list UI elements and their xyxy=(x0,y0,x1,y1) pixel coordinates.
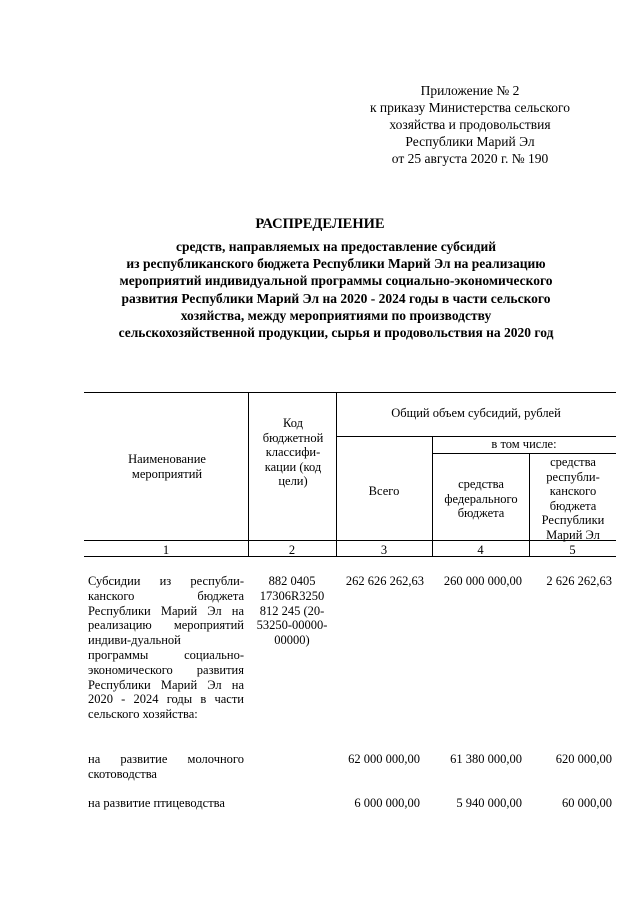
row-2-republic: 620 000,00 xyxy=(555,752,612,766)
subtitle-line-3: мероприятий индивидуальной программы социально-экономического xyxy=(119,273,553,289)
col-number-3: 3 xyxy=(380,543,388,557)
appendix-line-5: от 25 августа 2020 г. № 190 xyxy=(391,151,549,166)
row-2-name: на развитие молочного скотоводства xyxy=(88,752,244,781)
distribution-table xyxy=(84,392,616,852)
row-2-total: 62 000 000,00 xyxy=(348,752,420,766)
appendix-block xyxy=(340,82,600,167)
row-3-total: 6 000 000,00 xyxy=(354,796,420,810)
subtitle-line-4: развития Республики Марий Эл на 2020 - 2024 годы в части сельского xyxy=(121,290,551,306)
row-1-federal: 260 000 000,00 xyxy=(443,574,522,588)
document-title: РАСПРЕДЕЛЕНИЕ xyxy=(255,216,385,232)
header-total-group: Общий объем субсидий, рублей xyxy=(391,406,561,420)
row-3-federal: 5 940 000,00 xyxy=(456,796,522,810)
row-3-republic: 60 000,00 xyxy=(562,796,612,810)
table-top-border xyxy=(84,392,616,393)
appendix-line-3: хозяйства и продовольствия xyxy=(389,117,551,132)
col-number-4: 4 xyxy=(477,543,484,557)
row-1-republic: 2 626 262,63 xyxy=(546,574,612,588)
header-total: Всего xyxy=(368,484,400,498)
header-including-divider xyxy=(432,453,616,454)
col-number-2: 2 xyxy=(288,543,296,557)
document-subtitle xyxy=(70,238,602,341)
subtitle-line-6: сельскохозяйственной продукции, сырья и продовольствия на 2020 год xyxy=(118,325,554,341)
subtitle-line-5: хозяйства, между мероприятиями по производству xyxy=(180,307,492,323)
appendix-line-1: Приложение № 2 xyxy=(420,83,520,98)
row-1-total: 262 626 262,63 xyxy=(345,574,424,588)
row-1-name: Субсидии из республи-канского бюджета Республики Марий Эл на реализацию мероприятий индиви-дуальной программы социально-экономического развития Республики Марий Эл на 2020 - 2024 годы в части сельского хозяйства: xyxy=(88,574,244,722)
appendix-line-4: Республики Марий Эл xyxy=(405,134,535,149)
row-1-code: 882 0405 17306R3250 812 245 (20-53250-00000-00000) xyxy=(256,574,328,648)
header-including: в том числе: xyxy=(491,437,557,451)
col-divider-4 xyxy=(529,453,530,556)
subtitle-line-2: из республиканского бюджета Республики Марий Эл на реализацию xyxy=(126,256,546,272)
header-republic: средства республи-канского бюджета Республики Марий Эл xyxy=(541,455,605,542)
row-2-federal: 61 380 000,00 xyxy=(450,752,522,766)
header-code: Код бюджетной классифи-кации (код цели) xyxy=(262,416,324,489)
row-3-name: на развитие птицеводства xyxy=(88,796,225,810)
subtitle-line-1: средств, направляемых на предоставление субсидий xyxy=(175,239,497,254)
col-number-1: 1 xyxy=(162,543,170,557)
header-name: Наименование мероприятий xyxy=(128,452,206,481)
col-divider-3 xyxy=(432,436,433,556)
col-number-5: 5 xyxy=(569,543,576,557)
header-federal: средства федерального бюджета xyxy=(444,477,518,521)
col-divider-1 xyxy=(248,392,249,556)
appendix-line-2: к приказу Министерства сельского xyxy=(369,100,571,115)
